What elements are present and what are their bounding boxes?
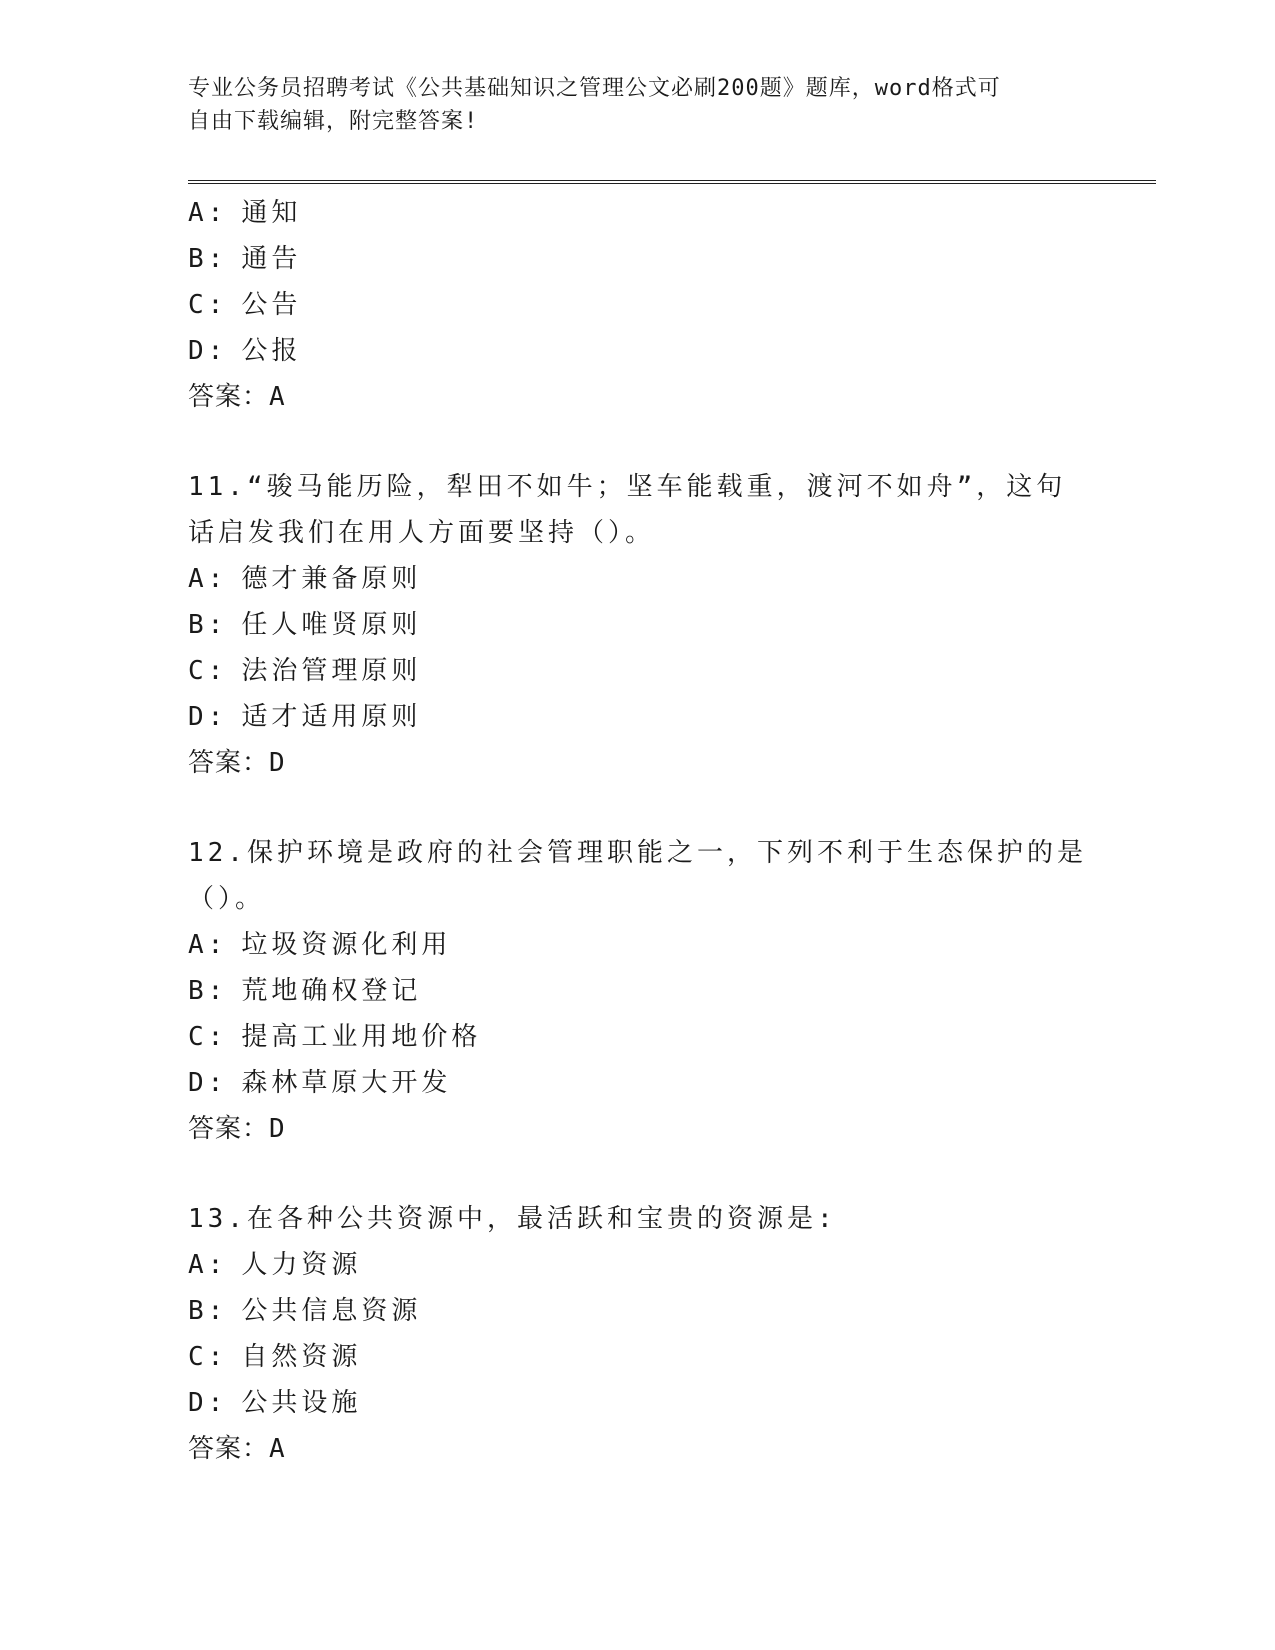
answer-line: 答案：D	[188, 1114, 286, 1144]
answer-value: A	[269, 382, 286, 412]
option-b: B: 公共信息资源	[188, 1296, 422, 1326]
option-d: D: 公共设施	[188, 1388, 362, 1418]
header-line-1: 专业公务员招聘考试《公共基础知识之管理公文必刷200题》题库，word格式可	[188, 76, 1001, 101]
option-a: A: 人力资源	[188, 1250, 362, 1280]
option-d: D: 适才适用原则	[188, 702, 422, 732]
question-11	[188, 464, 1088, 786]
question-13	[188, 1196, 1088, 1472]
option-c: C: 提高工业用地价格	[188, 1022, 482, 1052]
answer-value: D	[269, 748, 286, 778]
option-a: A: 通知	[188, 198, 302, 228]
question-list	[188, 190, 1088, 1472]
question-10	[188, 190, 1088, 420]
option-a: A: 垃圾资源化利用	[188, 930, 452, 960]
document-header	[188, 72, 1088, 138]
answer-line: 答案：D	[188, 748, 286, 778]
option-b: B: 任人唯贤原则	[188, 610, 422, 640]
header-line-2: 自由下载编辑，附完整答案!	[188, 109, 479, 134]
header-divider	[188, 180, 1156, 184]
option-b: B: 荒地确权登记	[188, 976, 422, 1006]
answer-value: D	[269, 1114, 286, 1144]
answer-line: 答案：A	[188, 1434, 286, 1464]
option-d: D: 森林草原大开发	[188, 1068, 452, 1098]
question-text: 11.“骏马能历险，犁田不如牛；坚车能载重，渡河不如舟”，这句话启发我们在用人方面要坚持（）。	[188, 472, 1067, 548]
option-a: A: 德才兼备原则	[188, 564, 422, 594]
question-12	[188, 830, 1088, 1152]
answer-line: 答案：A	[188, 382, 286, 412]
option-c: C: 自然资源	[188, 1342, 362, 1372]
option-d: D: 公报	[188, 336, 302, 366]
question-text: 13.在各种公共资源中，最活跃和宝贵的资源是:	[188, 1204, 837, 1234]
question-text: 12.保护环境是政府的社会管理职能之一，下列不利于生态保护的是（）。	[188, 838, 1087, 914]
option-c: C: 公告	[188, 290, 302, 320]
option-c: C: 法治管理原则	[188, 656, 422, 686]
answer-value: A	[269, 1434, 286, 1464]
option-b: B: 通告	[188, 244, 302, 274]
